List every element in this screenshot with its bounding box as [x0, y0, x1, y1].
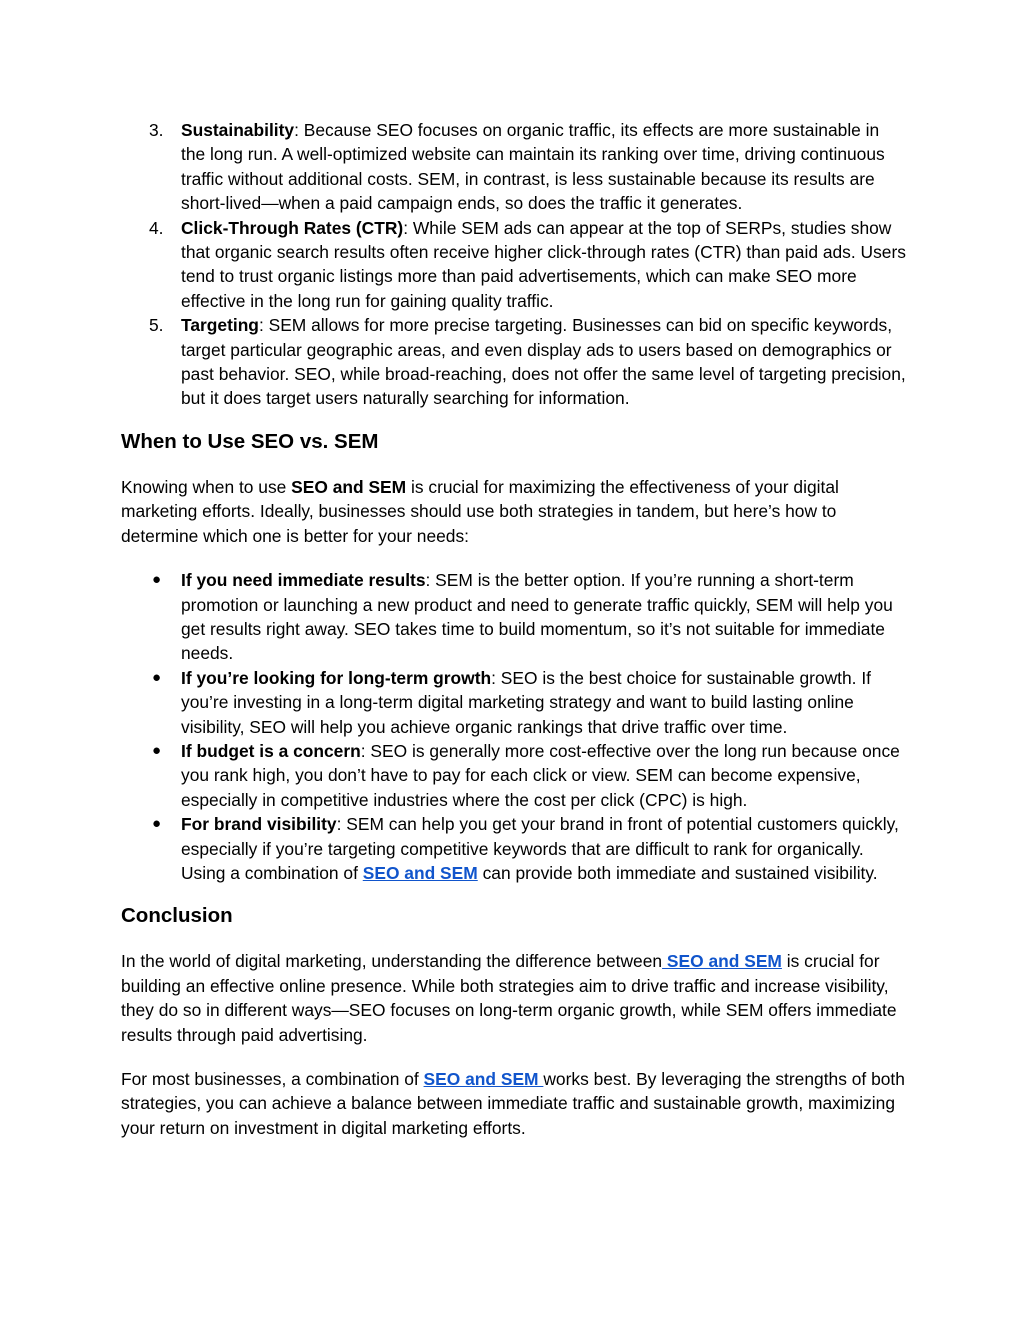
bullet-list: [121, 568, 907, 885]
bullet-term: If you need immediate results: [181, 570, 426, 591]
intro-bold-term: SEO and SEM: [291, 476, 407, 497]
list-item: [121, 118, 907, 216]
section-heading-when-to-use: When to Use SEO vs. SEM: [121, 429, 379, 453]
numbered-list: [121, 118, 907, 411]
list-number: 5.: [149, 315, 164, 336]
bullet-term: If you’re looking for long-term growth: [181, 667, 492, 688]
seo-and-sem-link[interactable]: SEO and SEM: [362, 862, 478, 883]
list-number: 4.: [149, 217, 164, 238]
list-item: [121, 216, 907, 314]
list-number: 3.: [149, 120, 164, 140]
bullet-item: [121, 739, 907, 812]
bullet-text: : SEM can help you get your brand in front of potential customers quickly, especially if you’re targeting competitive keywords that are difficult to rank for organically. Using a combination of: [181, 814, 899, 883]
section-heading-conclusion: Conclusion: [121, 904, 233, 928]
list-item-term: Targeting: [181, 315, 259, 336]
bullet-icon: ●: [152, 741, 162, 759]
bullet-icon: ●: [152, 668, 162, 686]
conclusion-text-end: is crucial for building an effective online presence. While both strategies aim to drive traffic and increase visibility, they do so in different ways—SEO focuses on long-term organic growth, while SEM offers immediate results through paid advertising.: [121, 951, 897, 1045]
bullet-item: [121, 666, 907, 739]
list-item-text: : SEM allows for more precise targeting. Businesses can bid on specific keywords, target particular geographic areas, and even display ads to users based on demographics or past behavior. SEO, while broad-reaching, does not offer the same level of targeting precision, but it does target users naturally searching for information.: [181, 315, 906, 409]
conclusion-text-start: For most businesses, a combination of: [121, 1069, 424, 1089]
list-item-text: : Because SEO focuses on organic traffic, its effects are more sustainable in the long run. A well-optimized website can maintain its ranking over time, driving continuous traffic without additional costs. SEM, in contrast, is less sustainable because its results are short-lived—when a paid campaign ends, so does the traffic it generates.: [181, 120, 885, 214]
conclusion-paragraph-1: [121, 949, 907, 1047]
list-item-term: Sustainability: [181, 120, 295, 140]
bullet-item: [121, 568, 907, 666]
bullet-text-end: can provide both immediate and sustained visibility.: [477, 862, 878, 883]
conclusion-paragraph-2: [121, 1067, 907, 1140]
document-page: [121, 118, 907, 1140]
bullet-term: If budget is a concern: [181, 740, 361, 761]
bullet-text: : SEO is the best choice for sustainable growth. If you’re investing in a long-term digital marketing strategy and want to build lasting online visibility, SEO will help you achieve organic rankings that drive traffic over time.: [181, 667, 872, 737]
intro-text-start: Knowing when to use: [121, 476, 292, 497]
bullet-term: For brand visibility: [181, 814, 337, 835]
list-item-term: Click-Through Rates (CTR): [181, 217, 404, 238]
bullet-icon: ●: [152, 571, 162, 589]
list-item: [121, 313, 907, 411]
seo-and-sem-link[interactable]: SEO and SEM: [662, 951, 782, 972]
intro-paragraph: [121, 475, 907, 548]
seo-and-sem-link[interactable]: SEO and SEM: [423, 1069, 544, 1089]
bullet-item: [121, 812, 907, 885]
bullet-text: : SEM is the better option. If you’re running a short-term promotion or launching a new product and need to generate traffic quickly, SEM will help you get results right away. SEO takes time to build momentum, so it’s not suitable for immediate needs.: [181, 570, 893, 664]
intro-text-end: is crucial for maximizing the effectiveness of your digital marketing efforts. Ideally, businesses should use both strategies in tandem, but here’s how to determine which one is better for your needs:: [121, 476, 839, 546]
bullet-text: : SEO is generally more cost-effective over the long run because once you rank high, you don’t have to pay for each click or view. SEM can become expensive, especially in competitive industries where the cost per click (CPC) is high.: [181, 740, 900, 810]
conclusion-text-end: works best. By leveraging the strengths of both strategies, you can achieve a balance between immediate traffic and sustainable growth, maximizing your return on investment in digital marketing efforts.: [121, 1069, 905, 1138]
conclusion-text-start: In the world of digital marketing, understanding the difference between: [121, 951, 663, 972]
bullet-icon: ●: [152, 815, 162, 833]
list-item-text: : While SEM ads can appear at the top of SERPs, studies show that organic search results often receive higher click-through rates (CTR) than paid ads. Users tend to trust organic listings more than paid advertisements, which can make SEO more effective in the long run for gaining quality traffic.: [181, 217, 906, 311]
